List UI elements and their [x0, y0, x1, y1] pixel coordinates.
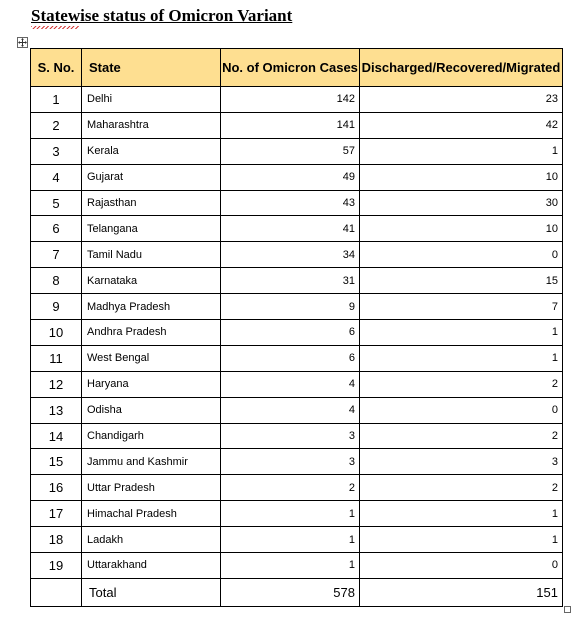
- cell-cases: 4: [221, 397, 360, 423]
- cell-state: Rajasthan: [82, 190, 221, 216]
- table-row: [31, 242, 563, 268]
- cell-state: Ladakh: [82, 527, 221, 553]
- cell-sno: 5: [31, 190, 82, 216]
- cell-cases: 6: [221, 345, 360, 371]
- cell-discharged: 0: [360, 553, 563, 579]
- cell-cases: 142: [221, 87, 360, 113]
- table-row: [31, 475, 563, 501]
- move-cross-icon: [18, 38, 27, 47]
- cell-state: Telangana: [82, 216, 221, 242]
- cell-state: Odisha: [82, 397, 221, 423]
- cell-discharged: 1: [360, 345, 563, 371]
- document-title: Statewise status of Omicron Variant: [31, 6, 293, 25]
- omicron-status-table: [30, 48, 563, 607]
- cell-state: Haryana: [82, 371, 221, 397]
- table-row: [31, 138, 563, 164]
- cell-discharged: 23: [360, 87, 563, 113]
- header-discharged: Discharged/Recovered/Migrated: [360, 49, 563, 87]
- cell-sno: 11: [31, 345, 82, 371]
- cell-sno: 1: [31, 87, 82, 113]
- cell-sno: 8: [31, 268, 82, 294]
- cell-discharged: 15: [360, 268, 563, 294]
- table-row: [31, 371, 563, 397]
- cell-state: Delhi: [82, 87, 221, 113]
- cell-sno: 6: [31, 216, 82, 242]
- cell-sno: 17: [31, 501, 82, 527]
- cell-sno: 16: [31, 475, 82, 501]
- total-label: Total: [82, 578, 221, 606]
- cell-cases: 3: [221, 423, 360, 449]
- cell-cases: 1: [221, 527, 360, 553]
- table-row: [31, 320, 563, 346]
- cell-sno: 10: [31, 320, 82, 346]
- total-sno-cell: [31, 578, 82, 606]
- cell-state: Karnataka: [82, 268, 221, 294]
- cell-state: Uttar Pradesh: [82, 475, 221, 501]
- cell-discharged: 1: [360, 320, 563, 346]
- cell-sno: 7: [31, 242, 82, 268]
- table-row: [31, 397, 563, 423]
- cell-discharged: 1: [360, 527, 563, 553]
- table-row: [31, 268, 563, 294]
- total-cases: 578: [221, 578, 360, 606]
- cell-sno: 12: [31, 371, 82, 397]
- cell-cases: 2: [221, 475, 360, 501]
- total-discharged: 151: [360, 578, 563, 606]
- cell-cases: 4: [221, 371, 360, 397]
- cell-discharged: 7: [360, 294, 563, 320]
- cell-sno: 19: [31, 553, 82, 579]
- table-row: [31, 164, 563, 190]
- table-row: [31, 527, 563, 553]
- cell-discharged: 30: [360, 190, 563, 216]
- table-row: [31, 112, 563, 138]
- cell-cases: 3: [221, 449, 360, 475]
- table-move-handle[interactable]: [17, 37, 28, 48]
- cell-sno: 13: [31, 397, 82, 423]
- table-row: [31, 423, 563, 449]
- cell-sno: 15: [31, 449, 82, 475]
- cell-discharged: 1: [360, 501, 563, 527]
- cell-state: Gujarat: [82, 164, 221, 190]
- table-header-row: [31, 49, 563, 87]
- cell-cases: 9: [221, 294, 360, 320]
- cell-state: West Bengal: [82, 345, 221, 371]
- cell-state: Jammu and Kashmir: [82, 449, 221, 475]
- table-row: [31, 190, 563, 216]
- cell-cases: 49: [221, 164, 360, 190]
- cell-state: Uttarakhand: [82, 553, 221, 579]
- cell-cases: 41: [221, 216, 360, 242]
- cell-discharged: 2: [360, 423, 563, 449]
- cell-state: Tamil Nadu: [82, 242, 221, 268]
- cell-cases: 34: [221, 242, 360, 268]
- cell-discharged: 10: [360, 164, 563, 190]
- cell-sno: 14: [31, 423, 82, 449]
- spellcheck-squiggle: [31, 26, 79, 29]
- cell-cases: 57: [221, 138, 360, 164]
- cell-state: Madhya Pradesh: [82, 294, 221, 320]
- table-row: [31, 501, 563, 527]
- cell-discharged: 1: [360, 138, 563, 164]
- cell-sno: 3: [31, 138, 82, 164]
- cell-cases: 1: [221, 553, 360, 579]
- cell-sno: 2: [31, 112, 82, 138]
- cell-discharged: 2: [360, 475, 563, 501]
- table-resize-handle[interactable]: [564, 606, 571, 613]
- cell-cases: 141: [221, 112, 360, 138]
- table-row: [31, 345, 563, 371]
- cell-state: Andhra Pradesh: [82, 320, 221, 346]
- cell-cases: 6: [221, 320, 360, 346]
- cell-discharged: 0: [360, 397, 563, 423]
- cell-discharged: 0: [360, 242, 563, 268]
- cell-discharged: 10: [360, 216, 563, 242]
- table-row: [31, 553, 563, 579]
- cell-state: Himachal Pradesh: [82, 501, 221, 527]
- cell-discharged: 3: [360, 449, 563, 475]
- table-row: [31, 449, 563, 475]
- cell-cases: 43: [221, 190, 360, 216]
- table-row: [31, 87, 563, 113]
- cell-state: Maharashtra: [82, 112, 221, 138]
- cell-state: Kerala: [82, 138, 221, 164]
- header-cases: No. of Omicron Cases: [221, 49, 360, 87]
- table-row: [31, 216, 563, 242]
- cell-cases: 31: [221, 268, 360, 294]
- header-sno: S. No.: [31, 49, 82, 87]
- header-state: State: [82, 49, 221, 87]
- cell-discharged: 42: [360, 112, 563, 138]
- cell-state: Chandigarh: [82, 423, 221, 449]
- table-row: [31, 294, 563, 320]
- cell-sno: 4: [31, 164, 82, 190]
- total-row: [31, 578, 563, 606]
- cell-discharged: 2: [360, 371, 563, 397]
- cell-cases: 1: [221, 501, 360, 527]
- cell-sno: 18: [31, 527, 82, 553]
- cell-sno: 9: [31, 294, 82, 320]
